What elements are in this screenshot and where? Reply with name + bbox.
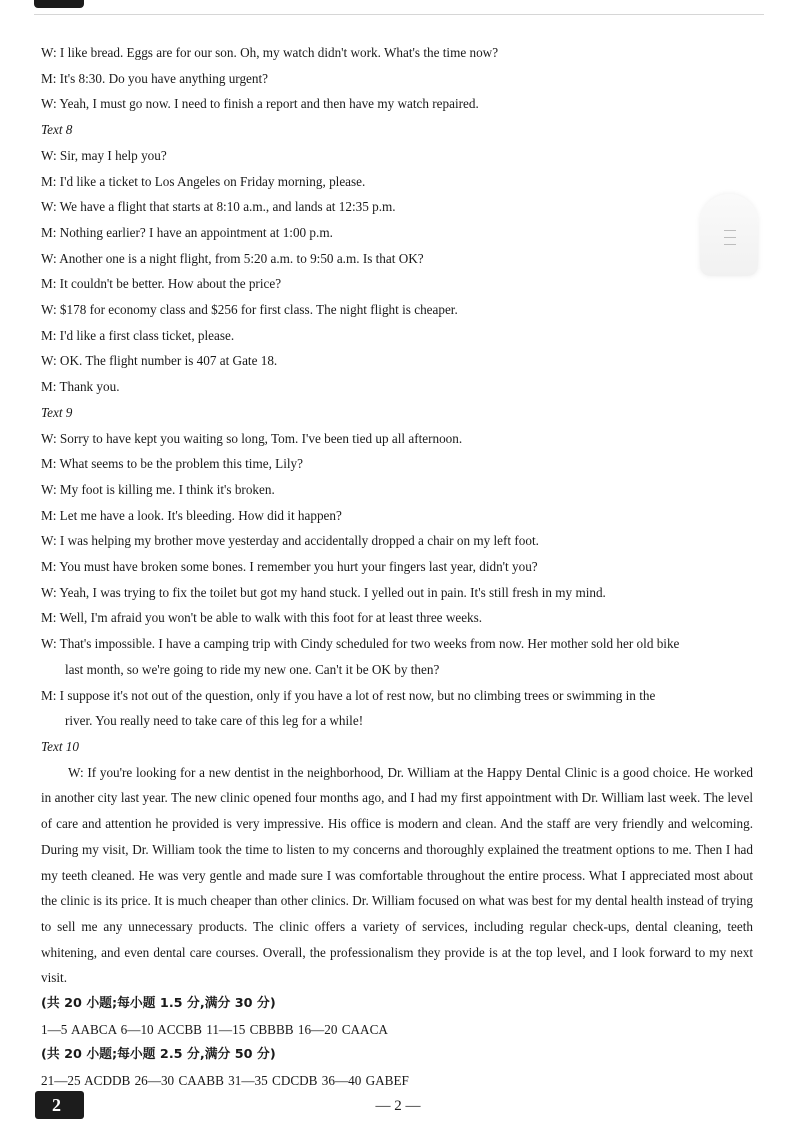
page-number: — 2 — <box>375 1098 421 1114</box>
dialogue-line: M: Nothing earlier? I have an appointment at 1:00 p.m. <box>41 224 333 240</box>
dialogue-line: M: It's 8:30. Do you have anything urgent? <box>41 70 269 86</box>
dialogue-line: W: That's impossible. I have a camping trip with Cindy scheduled for two weeks from now. Her mother sold her old bike <box>41 636 680 652</box>
dialogue-line: W: I was helping my brother move yesterday and accidentally dropped a chair on my left foot. <box>41 533 539 549</box>
dialogue-line: W: I like bread. Eggs are for our son. Oh, my watch didn't work. What's the time now? <box>41 45 499 60</box>
dialogue-lines <box>41 40 753 760</box>
top-divider <box>34 14 764 15</box>
dialogue-line: M: It couldn't be better. How about the price? <box>41 276 282 292</box>
dialogue-line: W: OK. The flight number is 407 at Gate 18. <box>41 353 278 369</box>
dialogue-line: W: Sir, may I help you? <box>41 147 167 163</box>
dialogue-line: W: Yeah, I must go now. I need to finish a report and then have my watch repaired. <box>41 96 479 112</box>
section1-answer-keys: 1—5 AABCA 6—10 ACCBB 11—15 CBBBB 16—20 CAACA <box>41 1021 388 1037</box>
dialogue-line: M: I'd like a first class ticket, please. <box>41 327 235 343</box>
dialogue-line: M: Well, I'm afraid you won't be able to walk with this foot for at least three weeks. <box>41 610 483 626</box>
dialogue-line: W: $178 for economy class and $256 for first class. The night flight is cheaper. <box>41 302 458 318</box>
dialogue-line: M: What seems to be the problem this time, Lily? <box>41 456 303 472</box>
top-corner-tab <box>34 0 84 8</box>
dialogue-line: M: Thank you. <box>41 379 120 395</box>
section2-answer-keys: 21—25 ACDDB 26—30 CAABB 31—35 CDCDB 36—40 GABEF <box>41 1073 409 1089</box>
section-label: Text 9 <box>41 404 73 420</box>
dialogue-line: W: Sorry to have kept you waiting so long, Tom. I've been tied up all afternoon. <box>41 430 463 446</box>
section-label: Text 8 <box>41 122 73 138</box>
section1-heading: (共 20 小题;每小题 1.5 分,满分 30 分) <box>41 996 276 1012</box>
dialogue-line: M: I'd like a ticket to Los Angeles on Friday morning, please. <box>41 173 366 189</box>
text10-paragraph: W: If you're looking for a new dentist in the neighborhood, Dr. William at the Happy Dental Clinic is a good choice. He worked in another city last year. The new clinic opened four months ago, and I had my first appointment with Dr. William last week. The level of care and attention he provided is very impressive. His office is modern and clean. And the staff are very friendly and welcoming. During my visit, Dr. William took the time to listen to my concerns and thoroughly explained the treatment options to me. Then I had my teeth cleaned. He was very gentle and made sure I was comfortable throughout the entire process. What I appreciated most about the clinic is its price. It is much cheaper than other clinics. Dr. William focused on what was best for my dental health instead of trying to sell me any unnecessary products. The clinic offers a variety of services, including regular check-ups, dental cleaning, teeth whitening, and even dental care courses. Overall, the professionalism they provide is at the top level, and I look forward to my next visit. <box>41 764 753 986</box>
dialogue-line: W: Another one is a night flight, from 5:20 a.m. to 9:50 a.m. Is that OK? <box>41 250 424 266</box>
dialogue-line: M: I suppose it's not out of the question, only if you have a lot of rest now, but no climbing trees or swimming in the <box>41 687 656 703</box>
page-badge: 2 <box>35 1091 84 1119</box>
dialogue-line: last month, so we're going to ride my new one. Can't it be OK by then? <box>65 661 440 677</box>
dialogue-line: river. You really need to take care of this leg for a while! <box>65 713 364 729</box>
transcript-body <box>41 40 753 1094</box>
dialogue-line: W: We have a flight that starts at 8:10 a.m., and lands at 12:35 p.m. <box>41 199 396 215</box>
section-label: Text 10 <box>41 738 79 754</box>
dialogue-line: W: Yeah, I was trying to fix the toilet but got my hand stuck. I yelled out in pain. It's still fresh in my mind. <box>41 584 606 600</box>
dialogue-line: W: My foot is killing me. I think it's broken. <box>41 481 275 497</box>
dialogue-line: M: Let me have a look. It's bleeding. How did it happen? <box>41 507 342 523</box>
section2-heading: (共 20 小题;每小题 2.5 分,满分 50 分) <box>41 1047 276 1063</box>
dialogue-line: M: You must have broken some bones. I remember you hurt your fingers last year, didn't you? <box>41 559 538 575</box>
